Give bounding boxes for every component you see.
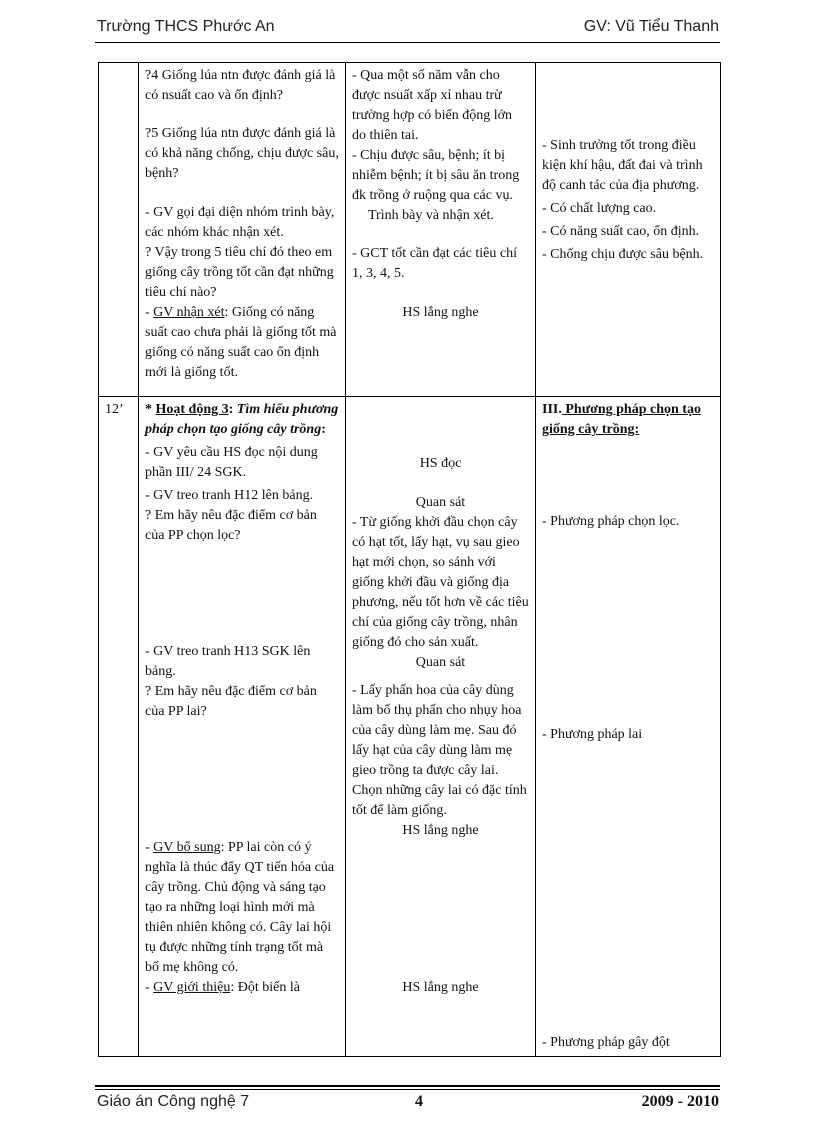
gv-supplement-label: GV bổ sung bbox=[153, 840, 221, 855]
table-row bbox=[99, 63, 721, 397]
teacher-activity-cell bbox=[139, 397, 346, 1057]
header-rule bbox=[95, 42, 720, 43]
teacher-name: GV: Vũ Tiểu Thanh bbox=[583, 18, 719, 35]
page-header bbox=[97, 18, 719, 40]
listen-note: HS lắng nghe bbox=[402, 305, 479, 320]
page-footer bbox=[97, 1093, 719, 1115]
question-5: ?5 Giống lúa ntn được đánh giá là có khả năng chống, chịu được sâu, bệnh? bbox=[145, 126, 339, 181]
content-item: - Có chất lượng cao. bbox=[542, 201, 657, 216]
activity-label: Hoạt động 3 bbox=[155, 402, 229, 417]
time-cell: 12’ bbox=[99, 397, 139, 1057]
page-number: 4 bbox=[415, 1093, 423, 1110]
content-item: - Có năng suất cao, ổn định. bbox=[542, 224, 700, 239]
gct-answer: - GCT tốt cần đạt các tiêu chí 1, 3, 4, 5. bbox=[352, 246, 517, 281]
listen-note: HS lắng nghe bbox=[402, 980, 479, 995]
answer-selection: - Từ giống khởi đầu chọn cây có hạt tốt, lấy hạt, vụ sau gieo hạt mới chọn, so sánh với giống khởi đầu và giống địa phương, nếu tốt hơn về các tiêu chí của giống cây trồng, nhân giống đó cho sản xuất. bbox=[352, 515, 529, 650]
gv-remark-text: : Giống có năng suất cao chưa phải là giống tốt mà giống có năng suất cao ổn định mới là giống tốt. bbox=[145, 305, 337, 380]
content-cell bbox=[536, 63, 721, 397]
method-mutation: - Phương pháp gây đột bbox=[542, 1035, 670, 1050]
content-item: - Chống chịu được sâu bệnh. bbox=[542, 247, 704, 262]
method-hybrid: - Phương pháp lai bbox=[542, 727, 643, 742]
gv-remark-label: GV nhận xét bbox=[153, 305, 225, 320]
section-heading-text: Phương pháp chọn tạo giống cây trồng: bbox=[542, 402, 701, 437]
content-cell bbox=[536, 397, 721, 1057]
question-criteria: ? Vậy trong 5 tiêu chí đó theo em giống cây trồng tốt cần đạt những tiêu chí nào? bbox=[145, 245, 334, 300]
answer-4: - Qua một số năm vẫn cho được nsuất xấp xỉ nhau trừ trường hợp có biến động lớn do thiên tai. bbox=[352, 68, 513, 143]
footer-rule-thin bbox=[95, 1089, 720, 1090]
method-selection: - Phương pháp chọn lọc. bbox=[542, 514, 680, 529]
observe-note: Quan sát bbox=[415, 655, 466, 670]
read-note: HS đọc bbox=[419, 456, 462, 471]
question-hybrid: ? Em hãy nêu đặc điểm cơ bản của PP lai? bbox=[145, 684, 317, 719]
gv-introduce: - GV giới thiệu: Đột biến là bbox=[145, 980, 300, 995]
gv-call-groups: - GV gọi đại diện nhóm trình bày, các nhóm khác nhận xét. bbox=[145, 205, 335, 240]
student-activity-cell bbox=[346, 63, 536, 397]
gv-hang-h12: - GV treo tranh H12 lên bảng. bbox=[145, 488, 314, 503]
listen-note: HS lắng nghe bbox=[402, 823, 479, 838]
content-item: - Sinh trưởng tốt trong điều kiện khí hậu, đất đai và trình độ canh tác của địa phương. bbox=[542, 138, 703, 193]
question-selection: ? Em hãy nêu đặc điểm cơ bản của PP chọn lọc? bbox=[145, 508, 317, 543]
activity-heading: * Hoạt động 3: Tìm hiểu phương pháp chọn tạo giống cây trồng: bbox=[145, 402, 339, 437]
teacher-activity-cell bbox=[139, 63, 346, 397]
activity-title: Tìm hiểu phương pháp chọn tạo giống cây trồng bbox=[145, 402, 339, 437]
student-activity-cell bbox=[346, 397, 536, 1057]
table-row bbox=[99, 397, 721, 1057]
question-4: ?4 Giống lúa ntn được đánh giá là có nsuất cao và ổn định? bbox=[145, 68, 336, 103]
present-note: Trình bày và nhận xét. bbox=[368, 208, 494, 223]
section-heading: III. Phương pháp chọn tạo giống cây trồng: bbox=[542, 402, 701, 437]
gv-introduce-label: GV giới thiệu bbox=[153, 980, 231, 995]
gv-supplement: - GV bổ sung: PP lai còn có ý nghĩa là thúc đẩy QT tiến hóa của cây trồng. Chủ động và sáng tạo tạo ra những loại hình mới mà thiên nhiên không có. Cây lai hội tụ được những tính trạng tốt mà bố mẹ không có. bbox=[145, 840, 335, 975]
answer-hybrid: - Lấy phấn hoa của cây dùng làm bố thụ phấn cho nhụy hoa của cây dùng làm mẹ. Sau đó lấy hạt của cây dùng làm mẹ gieo trồng ta được cây lai. Chọn những cây lai có đặc tính tốt để làm giống. bbox=[352, 683, 527, 818]
gv-introduce-text: : Đột biến là bbox=[230, 980, 300, 995]
answer-5: - Chịu được sâu, bệnh; ít bị nhiễm bệnh; ít bị sâu ăn trong đk trồng ở ruộng qua các vụ. bbox=[352, 148, 520, 203]
gv-hang-h13: - GV treo tranh H13 SGK lên bảng. bbox=[145, 644, 311, 679]
time-cell bbox=[99, 63, 139, 397]
gv-supplement-text: : PP lai còn có ý nghĩa là thúc đẩy QT tiến hóa của cây trồng. Chủ động và sáng tạo tạo ra những loại hình mới mà thiên nhiên không có. Cây lai hội tụ được những tính trạng tốt mà bố mẹ không có. bbox=[145, 840, 335, 975]
school-name: Trường THCS Phước An bbox=[97, 18, 275, 35]
observe-note: Quan sát bbox=[415, 495, 466, 510]
subject-name: Giáo án Công nghệ 7 bbox=[97, 1093, 250, 1110]
gv-request-read: - GV yêu cầu HS đọc nội dung phần III/ 24 SGK. bbox=[145, 445, 318, 480]
footer-rule bbox=[95, 1085, 720, 1087]
school-year: 2009 - 2010 bbox=[641, 1093, 719, 1110]
gv-remark: - GV nhận xét: Giống có năng suất cao chưa phải là giống tốt mà giống có năng suất cao ổn định mới là giống tốt. bbox=[145, 305, 337, 380]
lesson-table bbox=[98, 62, 721, 1057]
